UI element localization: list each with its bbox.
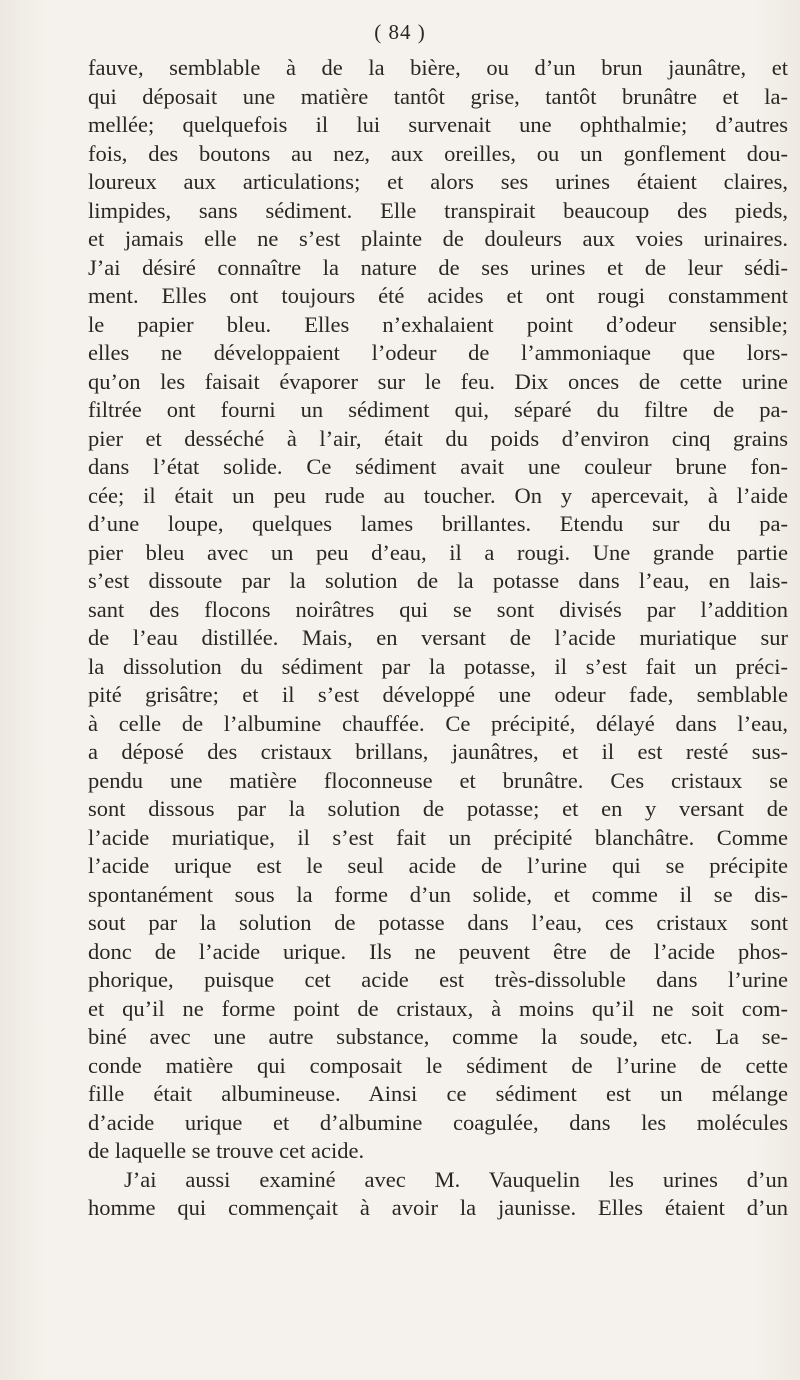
text-line: spontanément sous la forme d’un solide, et comme il se dis- <box>88 881 788 907</box>
text-line: sout par la solution de potasse dans l’eau, ces cristaux sont <box>88 910 788 935</box>
text-line: J’ai aussi examiné avec M. Vauquelin les urines d’un <box>124 1166 788 1192</box>
text-line: à celle de l’albumine chauffée. Ce précipité, délayé dans l’eau, <box>88 710 788 736</box>
text-line: qui déposait une matière tantôt grise, tantôt brunâtre et la- <box>88 83 788 109</box>
text-line: cée; il était un peu rude au toucher. On y apercevait, à l’aide <box>88 482 788 508</box>
text-line: ment. Elles ont toujours été acides et ont rougi constamment <box>88 283 788 308</box>
text-line: biné avec une autre substance, comme la soude, etc. La se- <box>88 1024 788 1049</box>
text-line: dans l’état solide. Ce sédiment avait une couleur brune fon- <box>88 454 788 479</box>
text-line: sont dissous par la solution de potasse; et en y versant de <box>88 796 788 821</box>
body-text <box>88 54 788 1223</box>
text-line: loureux aux articulations; et alors ses urines étaient claires, <box>88 169 788 194</box>
text-line: limpides, sans sédiment. Elle transpirait beaucoup des pieds, <box>88 197 788 223</box>
text-line: filtrée ont fourni un sédiment qui, séparé du filtre de pa- <box>88 397 788 422</box>
text-line: et qu’il ne forme point de cristaux, à moins qu’il ne soit com- <box>88 995 788 1021</box>
text-line: phorique, puisque cet acide est très-dissoluble dans l’urine <box>88 967 788 992</box>
text-line: pendu une matière floconneuse et brunâtre. Ces cristaux se <box>88 767 788 793</box>
text-line: l’acide muriatique, il s’est fait un précipité blanchâtre. Comme <box>88 824 788 850</box>
text-line: conde matière qui composait le sédiment de l’urine de cette <box>88 1052 788 1078</box>
text-line: d’acide urique et d’albumine coagulée, dans les molécules <box>88 1109 788 1135</box>
text-line: d’une loupe, quelques lames brillantes. Etendu sur du pa- <box>88 511 788 536</box>
text-line: pier bleu avec un peu d’eau, il a rougi. Une grande partie <box>88 539 788 565</box>
text-line: elles ne développaient l’odeur de l’ammoniaque que lors- <box>88 340 788 365</box>
text-line: J’ai désiré connaître la nature de ses urines et de leur sédi- <box>88 254 788 280</box>
text-line: sant des flocons noirâtres qui se sont divisés par l’addition <box>88 596 788 622</box>
text-line: le papier bleu. Elles n’exhalaient point d’odeur sensible; <box>88 311 788 337</box>
text-line: l’acide urique est le seul acide de l’urine qui se précipite <box>88 853 788 878</box>
text-line: mellée; quelquefois il lui survenait une ophthalmie; d’autres <box>88 112 788 137</box>
text-line: pité grisâtre; et il s’est développé une odeur fade, semblable <box>88 682 788 707</box>
text-line: s’est dissoute par la solution de la potasse dans l’eau, en lais- <box>88 568 788 593</box>
text-line: fois, des boutons au nez, aux oreilles, ou un gonflement dou- <box>88 140 788 166</box>
text-line: qu’on les faisait évaporer sur le feu. Dix onces de cette urine <box>88 368 788 394</box>
text-line: fille était albumineuse. Ainsi ce sédiment est un mélange <box>88 1081 788 1106</box>
text-line: donc de l’acide urique. Ils ne peuvent être de l’acide phos- <box>88 938 788 964</box>
text-line: de laquelle se trouve cet acide. <box>88 1138 365 1163</box>
text-line: et jamais elle ne s’est plainte de douleurs aux voies urinaires. <box>88 226 788 251</box>
text-line: homme qui commençait à avoir la jaunisse. Elles étaient d’un <box>88 1195 788 1220</box>
text-line: pier et desséché à l’air, était du poids d’environ cinq grains <box>88 425 788 451</box>
page-number: ( 84 ) <box>374 20 426 44</box>
text-line: de l’eau distillée. Mais, en versant de l’acide muriatique sur <box>88 625 788 650</box>
text-line: a déposé des cristaux brillans, jaunâtres, et il est resté sus- <box>88 739 788 764</box>
text-line: la dissolution du sédiment par la potasse, il s’est fait un préci- <box>88 653 788 679</box>
text-line: fauve, semblable à de la bière, ou d’un brun jaunâtre, et <box>88 55 788 80</box>
